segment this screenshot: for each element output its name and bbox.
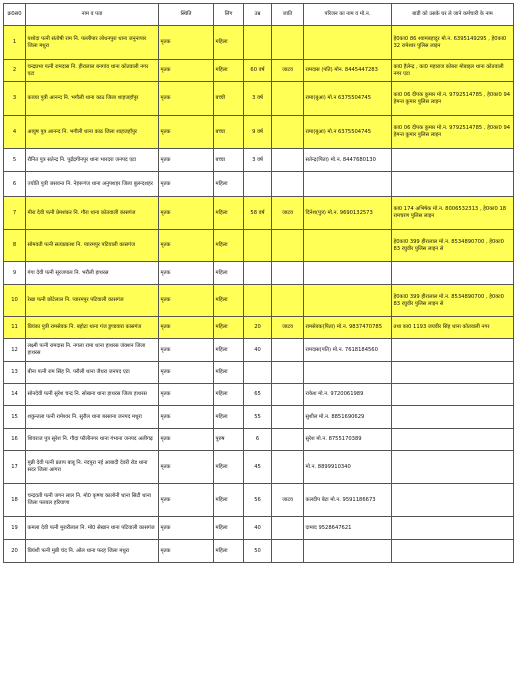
staff-cell bbox=[392, 362, 514, 384]
table-row bbox=[4, 317, 514, 339]
document-page bbox=[3, 3, 513, 563]
staff-cell bbox=[392, 484, 514, 517]
caste-cell bbox=[272, 384, 304, 406]
staff-cell bbox=[392, 172, 514, 197]
serial-cell: 20 bbox=[4, 540, 26, 563]
serial-cell: 6 bbox=[4, 172, 26, 197]
gender-cell: महिला bbox=[214, 339, 244, 362]
table-row bbox=[4, 230, 514, 262]
age-cell bbox=[244, 26, 272, 60]
age-cell bbox=[244, 362, 272, 384]
age-cell bbox=[244, 262, 272, 285]
name-cell: प्रियंशी पत्नी मुन्नी चंद नि. ओल थाना फरह जिला मथुरा bbox=[26, 540, 159, 563]
table-row bbox=[4, 149, 514, 172]
family-cell: सुशील मो.न. 8851690629 bbox=[304, 406, 392, 429]
gender-cell: बच्ची bbox=[214, 82, 244, 116]
gender-cell: बच्चा bbox=[214, 149, 244, 172]
serial-cell: 5 bbox=[4, 149, 26, 172]
header-gender: लिंग bbox=[214, 4, 244, 26]
table-row bbox=[4, 517, 514, 540]
age-cell: 60 वर्ष bbox=[244, 60, 272, 82]
staff-cell bbox=[392, 149, 514, 172]
caste-cell bbox=[272, 451, 304, 484]
table-row bbox=[4, 197, 514, 230]
serial-cell: 7 bbox=[4, 197, 26, 230]
family-cell: रामा(बुआ) मो.न 6375504745 bbox=[304, 82, 392, 116]
header-status: स्थिति bbox=[159, 4, 214, 26]
family-cell: रामसेवक(पिता) मो.न. 9837470785 bbox=[304, 317, 392, 339]
name-cell: रेखा पत्नी छोटेलाल नि. प्यारमपुर पटियाली कासगंज bbox=[26, 285, 159, 317]
table-row bbox=[4, 60, 514, 82]
age-cell bbox=[244, 172, 272, 197]
age-cell: 6 bbox=[244, 429, 272, 451]
status-cell: मृतक bbox=[159, 362, 214, 384]
header-serial: क्र0स0 bbox=[4, 4, 26, 26]
table-header-row bbox=[4, 4, 514, 26]
header-caste: जाति bbox=[272, 4, 304, 26]
gender-cell: महिला bbox=[214, 484, 244, 517]
name-cell: कमला देवी पत्नी मुरारीलाल नि. मो0 सेखान थाना पटियाली कासगंज bbox=[26, 517, 159, 540]
serial-cell: 10 bbox=[4, 285, 26, 317]
staff-cell bbox=[392, 540, 514, 563]
age-cell: 56 bbox=[244, 484, 272, 517]
staff-cell bbox=[392, 384, 514, 406]
family-cell: दामाद 9528647621 bbox=[304, 517, 392, 540]
status-cell: मृतक bbox=[159, 230, 214, 262]
staff-cell: हे0का0 399 हीरालाल मो.न. 8534890700 , हे0का0 83 रघुवीर पुलिस लाइन से bbox=[392, 285, 514, 317]
serial-cell: 11 bbox=[4, 317, 26, 339]
status-cell: मृतक bbox=[159, 540, 214, 563]
serial-cell: 14 bbox=[4, 384, 26, 406]
status-cell: मृतक bbox=[159, 484, 214, 517]
name-cell: लक्ष्मी पत्नी रामदास नि. नगला रामा थाना हाथरस जंक्शन जिला हाथरस bbox=[26, 339, 159, 362]
gender-cell: महिला bbox=[214, 285, 244, 317]
caste-cell bbox=[272, 285, 304, 317]
family-cell: दिनेश(पुत्र) मो.न. 9690132573 bbox=[304, 197, 392, 230]
serial-cell: 18 bbox=[4, 484, 26, 517]
staff-cell: हे0का0 86 श्यामबहादुर मो.न. 6395149295 , हे0का0 32 रामेश्वर पुलिस लाइन bbox=[392, 26, 514, 60]
family-cell bbox=[304, 362, 392, 384]
serial-cell: 19 bbox=[4, 517, 26, 540]
family-cell bbox=[304, 540, 392, 563]
age-cell: 40 bbox=[244, 517, 272, 540]
table-row bbox=[4, 339, 514, 362]
table-row bbox=[4, 172, 514, 197]
status-cell: मृतक bbox=[159, 116, 214, 149]
caste-cell bbox=[272, 172, 304, 197]
caste-cell bbox=[272, 362, 304, 384]
gender-cell: महिला bbox=[214, 26, 244, 60]
caste-cell bbox=[272, 406, 304, 429]
family-cell: रामा(बुआ) मो.न 6375504745 bbox=[304, 116, 392, 149]
age-cell: 58 वर्ष bbox=[244, 197, 272, 230]
name-cell: काव्या पुत्री आनन्द नि. भगौली थाना काठ जिला शाहजहाँपुर bbox=[26, 82, 159, 116]
status-cell: मृतक bbox=[159, 197, 214, 230]
header-name-address: नाम व पता bbox=[26, 4, 159, 26]
staff-cell: का0 174 अभिषेक मो.न. 8006532313 , हे0का0 18 रामचरण पुलिस लाइन bbox=[392, 197, 514, 230]
status-cell: मृतक bbox=[159, 451, 214, 484]
family-cell bbox=[304, 172, 392, 197]
table-row bbox=[4, 26, 514, 60]
age-cell: 65 bbox=[244, 384, 272, 406]
gender-cell: महिला bbox=[214, 384, 244, 406]
family-cell bbox=[304, 230, 392, 262]
table-row bbox=[4, 384, 514, 406]
table-row bbox=[4, 484, 514, 517]
age-cell: 55 bbox=[244, 406, 272, 429]
gender-cell: महिला bbox=[214, 406, 244, 429]
staff-cell: हे0का0 399 हीरालाल मो.न. 8534890700 , हे0का0 83 रघुवीर पुलिस लाइन से bbox=[392, 230, 514, 262]
caste-cell bbox=[272, 262, 304, 285]
family-cell: रामदास(पति) मो.न. 7618184560 bbox=[304, 339, 392, 362]
family-cell: मो.न. 8899910340 bbox=[304, 451, 392, 484]
staff-cell: तथा का0 1193 जयवीर सिंह थाना कोतवाली नगर bbox=[392, 317, 514, 339]
gender-cell: पुरुष bbox=[214, 429, 244, 451]
staff-cell: का0 06 दीपक कुमार मो.न. 9792514785 , हे0का0 94 हेमन्त कुमार पुलिस लाइन bbox=[392, 82, 514, 116]
family-cell: सुरेश मो.न. 8755170389 bbox=[304, 429, 392, 451]
caste-cell: जाटव bbox=[272, 484, 304, 517]
name-cell: यशोदा पत्नी संतोषी राम नि. पल्लीपार लोधनपुरा थाना जनुनापार जिला मथुरा bbox=[26, 26, 159, 60]
status-cell: मृतक bbox=[159, 406, 214, 429]
status-cell: मृतक bbox=[159, 317, 214, 339]
caste-cell bbox=[272, 26, 304, 60]
name-cell: शकुन्तला पत्नी रामेश्वर नि. सुरौल थाना बरसाना जनपद मथुरा bbox=[26, 406, 159, 429]
serial-cell: 3 bbox=[4, 82, 26, 116]
serial-cell: 16 bbox=[4, 429, 26, 451]
family-cell bbox=[304, 262, 392, 285]
name-cell: चन्द्रप्रभा पत्नी रामदास नि. हीरालाल बनगांव थाना कोतवाली नगर एटा bbox=[26, 60, 159, 82]
staff-cell: का0 06 दीपक कुमार मो.न. 9792514785 , हे0का0 94 हेमन्त कुमार पुलिस लाइन bbox=[392, 116, 514, 149]
caste-cell bbox=[272, 429, 304, 451]
gender-cell: महिला bbox=[214, 517, 244, 540]
table-row bbox=[4, 285, 514, 317]
status-cell: मृतक bbox=[159, 384, 214, 406]
gender-cell: महिला bbox=[214, 362, 244, 384]
name-cell: प्रियंका पुत्री रामसेवक नि. बहोटा थाना गंज डुण्डवारा कासगंज bbox=[26, 317, 159, 339]
gender-cell: महिला bbox=[214, 540, 244, 563]
family-cell: राकेश मो.न. 9720061989 bbox=[304, 384, 392, 406]
table-row bbox=[4, 362, 514, 384]
age-cell: 9 वर्ष bbox=[244, 116, 272, 149]
serial-cell: 12 bbox=[4, 339, 26, 362]
serial-cell: 2 bbox=[4, 60, 26, 82]
age-cell: 3 वर्ष bbox=[244, 82, 272, 116]
staff-cell bbox=[392, 339, 514, 362]
name-cell: गंगा देवी पत्नी सूरजपाल नि. भरौली हाथरस bbox=[26, 262, 159, 285]
gender-cell: महिला bbox=[214, 262, 244, 285]
serial-cell: 15 bbox=[4, 406, 26, 429]
name-cell: ज्योति पुत्री जसवन्त नि. नेहरूगंज थाना अनुपशहर जिला बुलन्दशहर bbox=[26, 172, 159, 197]
status-cell: मृतक bbox=[159, 339, 214, 362]
status-cell: मृतक bbox=[159, 149, 214, 172]
family-cell: कलदीप बेटा मो.न. 9591186673 bbox=[304, 484, 392, 517]
serial-cell: 1 bbox=[4, 26, 26, 60]
age-cell bbox=[244, 285, 272, 317]
age-cell: 3 वर्ष bbox=[244, 149, 272, 172]
status-cell: मृतक bbox=[159, 172, 214, 197]
status-cell: मृतक bbox=[159, 429, 214, 451]
table-row bbox=[4, 429, 514, 451]
header-family: परिजन का नाम व मो.न. bbox=[304, 4, 392, 26]
name-cell: चन्द्रवती पत्नी जगन लाल नि. मो0 कृष्णा कालोनी थाना सिटी थाना जिला पलवल हरियाणा bbox=[26, 484, 159, 517]
status-cell: मृतक bbox=[159, 517, 214, 540]
serial-cell: 17 bbox=[4, 451, 26, 484]
family-cell: रामदास (पति) मोन. 8445447283 bbox=[304, 60, 392, 82]
status-cell: मृतक bbox=[159, 60, 214, 82]
serial-cell: 9 bbox=[4, 262, 26, 285]
family-cell bbox=[304, 26, 392, 60]
staff-cell: का0 हैलेन्द्र , का0 महाराज कोबरा मोबाइल थाना कोतवाली नगर एटा bbox=[392, 60, 514, 82]
caste-cell bbox=[272, 540, 304, 563]
caste-cell bbox=[272, 149, 304, 172]
serial-cell: 4 bbox=[4, 116, 26, 149]
gender-cell: बच्चा bbox=[214, 116, 244, 149]
gender-cell: महिला bbox=[214, 60, 244, 82]
gender-cell: महिला bbox=[214, 197, 244, 230]
caste-cell bbox=[272, 230, 304, 262]
table-row bbox=[4, 116, 514, 149]
header-staff: बाडी को उसके घर ले जाने कर्मचारी के नाम bbox=[392, 4, 514, 26]
staff-cell bbox=[392, 517, 514, 540]
age-cell: 40 bbox=[244, 339, 272, 362]
caste-cell bbox=[272, 339, 304, 362]
gender-cell: महिला bbox=[214, 317, 244, 339]
serial-cell: 13 bbox=[4, 362, 26, 384]
family-cell: सतेन्द्र(पिता) मो.न. 8447680130 bbox=[304, 149, 392, 172]
caste-cell: जाटव bbox=[272, 60, 304, 82]
caste-cell bbox=[272, 517, 304, 540]
gender-cell: महिला bbox=[214, 451, 244, 484]
caste-cell bbox=[272, 82, 304, 116]
status-cell: मृतक bbox=[159, 285, 214, 317]
staff-cell bbox=[392, 406, 514, 429]
name-cell: मुन्नी देवी पत्नी प्रताप बाबू नि. नंदपुरा नई आबादी देवरी रोड थाना सदर जिला आगरा bbox=[26, 451, 159, 484]
status-cell: मृतक bbox=[159, 262, 214, 285]
caste-cell: जाटव bbox=[272, 197, 304, 230]
name-cell: मीरा देवी पत्नी प्रेमशंकर नि. गौरा थाना कोतवाली कासगंज bbox=[26, 197, 159, 230]
name-cell: सोमवती पत्नी सत्यप्रकाश नि. प्यारमपुर पटियाली कासगंज bbox=[26, 230, 159, 262]
name-cell: रौनित पुत्र सतेन्द्र नि. पुर्ढंद्रगीनपुर थाना भारदरा जनपद एटा bbox=[26, 149, 159, 172]
age-cell: 50 bbox=[244, 540, 272, 563]
age-cell bbox=[244, 230, 272, 262]
table-row bbox=[4, 406, 514, 429]
table-row bbox=[4, 451, 514, 484]
status-cell: मृतक bbox=[159, 82, 214, 116]
name-cell: बीना पत्नी राम सिंह नि. परौली थाना जैथरा जनपद एटा bbox=[26, 362, 159, 384]
serial-cell: 8 bbox=[4, 230, 26, 262]
caste-cell bbox=[272, 116, 304, 149]
name-cell: शिवराज पुत्र सुरेश नि. गौदा फौलीनगर थाना गंभाना जनपद अलीगढ़ bbox=[26, 429, 159, 451]
staff-cell bbox=[392, 429, 514, 451]
staff-cell bbox=[392, 262, 514, 285]
gender-cell: महिला bbox=[214, 230, 244, 262]
table-row bbox=[4, 262, 514, 285]
staff-cell bbox=[392, 451, 514, 484]
header-age: उम्र bbox=[244, 4, 272, 26]
age-cell: 45 bbox=[244, 451, 272, 484]
name-cell: सोनदेवी पत्नी सुरेश चन्द्र नि. सोखना थाना हाथरस जिला हाथरस bbox=[26, 384, 159, 406]
caste-cell: जाटव bbox=[272, 317, 304, 339]
casualty-list-table bbox=[3, 3, 514, 563]
age-cell: 20 bbox=[244, 317, 272, 339]
family-cell bbox=[304, 285, 392, 317]
table-row bbox=[4, 82, 514, 116]
name-cell: आयुष पुत्र आनन्द नि. भगौली थाना काठ जिला शाहजहाँपुर bbox=[26, 116, 159, 149]
gender-cell: महिला bbox=[214, 172, 244, 197]
table-row bbox=[4, 540, 514, 563]
status-cell: मृतक bbox=[159, 26, 214, 60]
